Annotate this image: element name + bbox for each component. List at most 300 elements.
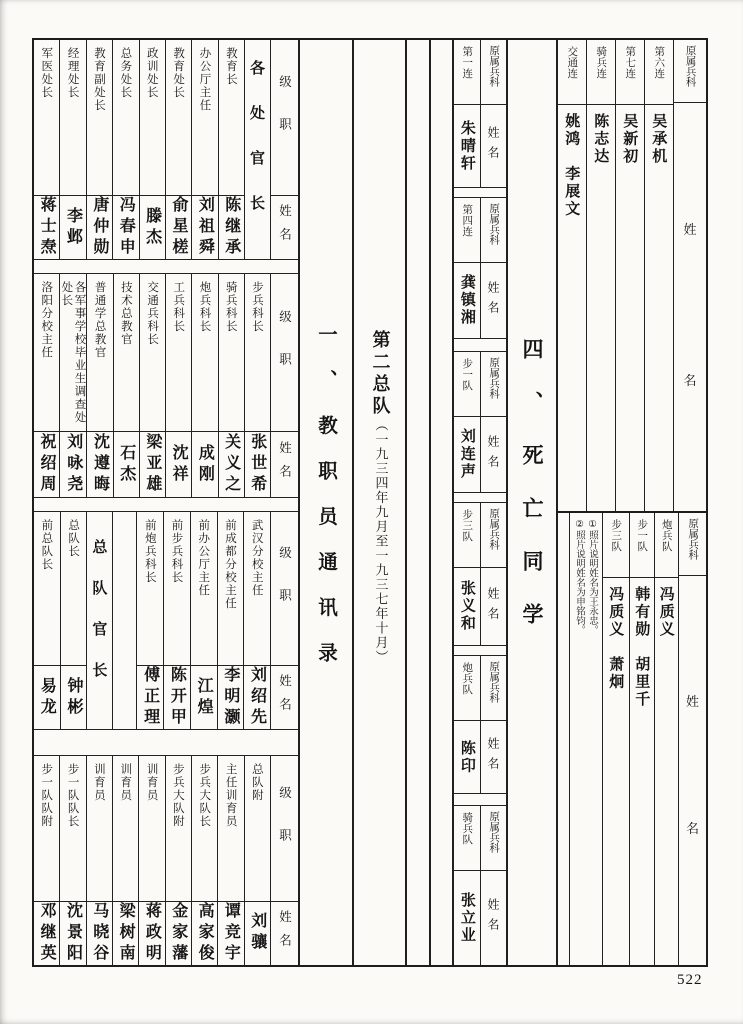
name-text: 李邺 xyxy=(64,206,84,249)
name-label-cell xyxy=(271,196,298,259)
unit-cell xyxy=(454,40,480,105)
name-cell xyxy=(192,196,217,259)
unit-cell xyxy=(587,40,615,105)
deceased-upper-group xyxy=(558,40,706,513)
name-label: 姓名 xyxy=(486,898,500,938)
staff-column xyxy=(166,40,192,259)
unit-column xyxy=(454,352,481,492)
names-text: 韩有勋 胡里千 xyxy=(633,586,652,709)
names-text: 吴新初 xyxy=(621,113,640,166)
name-text: 金家藩 xyxy=(169,901,189,965)
name-text: 刘祖舜 xyxy=(196,196,216,260)
deceased-entry-block xyxy=(454,806,506,965)
group-label: 各处官长 xyxy=(248,59,266,240)
rank-cell xyxy=(60,274,86,432)
rank-cell xyxy=(34,40,59,196)
staff-column xyxy=(87,274,113,497)
name-cell xyxy=(454,417,480,492)
names-text: 冯质义 萧炯 xyxy=(607,586,626,691)
name-text: 刘骧 xyxy=(248,912,268,955)
branch-label-column xyxy=(481,40,506,187)
staff-column xyxy=(139,756,165,965)
name-text: 沈遵晦 xyxy=(91,433,111,497)
name-text: 高家俊 xyxy=(196,901,216,965)
rank-cell xyxy=(245,274,270,432)
name-text: 唐仲勋 xyxy=(90,196,110,260)
branch-label: 原属兵科 xyxy=(488,357,501,399)
name-cell xyxy=(113,902,138,965)
staff-column xyxy=(34,756,60,965)
group-label: 总队官长 xyxy=(90,538,109,703)
deceased-entry-block xyxy=(454,656,506,793)
deceased-title-column xyxy=(508,40,558,965)
branch-label-column xyxy=(481,198,506,338)
name-cell xyxy=(61,666,87,729)
branch-label-column xyxy=(481,806,506,965)
name-text: 梁亚雄 xyxy=(143,433,163,497)
name-text: 陈开甲 xyxy=(168,666,188,730)
name-text: 张立业 xyxy=(458,891,477,945)
staff-column xyxy=(140,40,166,259)
rank-cell xyxy=(87,756,112,902)
rank-cell xyxy=(34,512,60,666)
staff-block-corps-officers xyxy=(34,512,298,729)
name-text: 张世希 xyxy=(248,433,268,497)
unit-column xyxy=(454,656,481,793)
staff-column xyxy=(34,40,60,259)
branch-label-cell xyxy=(481,198,506,263)
name-label-cell xyxy=(271,666,298,729)
name-cell xyxy=(140,432,165,497)
rank-cell xyxy=(218,756,243,902)
name-cell xyxy=(34,196,59,259)
block-separator xyxy=(454,492,506,503)
branch-label-column xyxy=(481,503,506,645)
staff-block-branch-chiefs xyxy=(34,274,298,497)
unit-text: 炮兵队 xyxy=(660,519,673,552)
rank-cell xyxy=(164,512,190,666)
block-separator xyxy=(454,793,506,806)
rank-label: 级职 xyxy=(277,546,293,632)
branch-label-cell xyxy=(481,503,506,568)
unit-text: 第七连 xyxy=(624,46,637,79)
unit-cell xyxy=(454,656,480,721)
rank-text: 教育长 xyxy=(224,47,239,86)
rank-cell xyxy=(87,40,112,196)
staff-column xyxy=(60,756,86,965)
name-cell xyxy=(113,196,138,259)
branch-label: 原属兵科 xyxy=(488,508,501,550)
staff-column xyxy=(113,40,139,259)
name-text: 张义和 xyxy=(458,580,477,633)
rank-cell xyxy=(137,512,163,666)
unit-column xyxy=(645,40,674,511)
rank-text: 训育员 xyxy=(145,762,160,802)
staff-column xyxy=(87,756,113,965)
section-title: 一、教职员通讯录 xyxy=(315,324,338,688)
name-cell xyxy=(34,902,59,965)
name-cell xyxy=(454,105,480,187)
name-label-cell xyxy=(481,263,506,338)
branch-label-cell xyxy=(481,40,506,105)
branch-label-column xyxy=(481,656,506,793)
staff-column xyxy=(114,274,140,497)
rank-text: 教育处长 xyxy=(172,47,187,99)
name-text: 沈祥 xyxy=(170,443,190,486)
name-cell xyxy=(87,432,112,497)
rank-cell xyxy=(60,40,85,196)
name-cell xyxy=(219,432,244,497)
name-label: 姓名 xyxy=(486,737,500,777)
staff-column xyxy=(192,756,218,965)
name-label: 姓名 xyxy=(486,280,500,321)
staff-column xyxy=(219,40,245,259)
name-label: 姓名 xyxy=(486,434,500,475)
rank-text: 教育副处长 xyxy=(92,47,107,112)
rank-text: 训育员 xyxy=(92,762,107,802)
names-cell xyxy=(558,105,586,511)
empty-column xyxy=(407,40,431,965)
staff-column xyxy=(166,756,192,965)
rank-text: 总务处长 xyxy=(119,47,134,99)
rank-cell xyxy=(192,274,217,432)
name-text: 陈印 xyxy=(458,739,477,775)
name-cell xyxy=(192,902,217,965)
footnote-2: ②照片说明姓名为申铭钧。 xyxy=(574,519,585,635)
deceased-entry-block xyxy=(454,198,506,338)
name-text: 成刚 xyxy=(196,443,216,486)
branch-label-column xyxy=(679,513,706,965)
name-cell xyxy=(87,196,112,259)
staff-column xyxy=(192,40,218,259)
rank-text: 工兵科长 xyxy=(172,281,187,334)
unit-cell xyxy=(454,352,480,417)
deceased-groups-region xyxy=(558,40,706,965)
rank-cell xyxy=(139,756,164,902)
names-cell xyxy=(645,105,673,511)
name-label: 姓名 xyxy=(277,204,293,252)
name-cell xyxy=(245,902,270,965)
deceased-entry-block xyxy=(454,503,506,645)
unit-text: 第一连 xyxy=(461,46,474,79)
unit-column xyxy=(603,513,630,965)
branch-label: 原属兵科 xyxy=(488,811,501,853)
unit-column xyxy=(630,513,655,965)
chapter-title-column xyxy=(354,40,407,965)
branch-label-cell xyxy=(481,656,506,721)
staff-column xyxy=(60,274,87,497)
rank-text: 前总队长 xyxy=(40,519,55,572)
rank-label-cell xyxy=(271,274,298,432)
rank-text: 前炮兵科长 xyxy=(143,519,158,585)
name-cell xyxy=(454,721,480,793)
rank-cell xyxy=(191,512,217,666)
rank-text: 政训处长 xyxy=(145,47,160,99)
name-cell xyxy=(164,666,190,729)
name-cell xyxy=(114,432,139,497)
block-separator xyxy=(34,729,298,756)
name-text: 马晓谷 xyxy=(90,901,110,965)
surname-char: 姓 xyxy=(683,223,697,238)
name-cell xyxy=(140,196,165,259)
name-label-cell xyxy=(481,417,506,492)
names-cell xyxy=(630,578,654,965)
footnote-column xyxy=(570,513,603,965)
block-separator xyxy=(454,645,506,656)
unit-cell xyxy=(616,40,644,105)
unit-cell xyxy=(454,198,480,263)
unit-text: 步一队 xyxy=(636,519,649,552)
rank-cell xyxy=(245,756,270,902)
unit-text: 步一队 xyxy=(461,358,474,391)
staff-column xyxy=(245,274,271,497)
staff-column xyxy=(245,756,271,965)
name-text: 祝绍周 xyxy=(38,433,58,497)
label-column xyxy=(271,40,298,259)
name-text: 朱晴轩 xyxy=(458,119,477,173)
rank-text: 炮兵科长 xyxy=(198,281,213,334)
rank-text: 总队附 xyxy=(250,762,265,802)
rank-cell xyxy=(113,756,138,902)
name-text: 沈景阳 xyxy=(64,901,84,965)
name-text: 梁树南 xyxy=(117,901,137,965)
rank-cell xyxy=(60,756,85,902)
staff-column xyxy=(61,512,88,729)
name-text: 江煌 xyxy=(195,676,215,719)
staff-column xyxy=(34,274,60,497)
page-number: 522 xyxy=(677,972,703,988)
name-text: 滕杰 xyxy=(143,206,163,249)
name-cell xyxy=(454,263,480,338)
deceased-lower-group xyxy=(558,513,706,965)
surname-char: 姓 xyxy=(685,695,699,710)
rank-cell xyxy=(61,512,87,666)
staff-column xyxy=(244,512,271,729)
deceased-section-title: 四、死亡同学 xyxy=(520,338,544,656)
unit-text: 交通连 xyxy=(566,46,579,79)
label-column xyxy=(271,274,298,497)
branch-label-cell xyxy=(481,352,506,417)
rank-text: 骑兵科长 xyxy=(224,281,239,334)
block-separator xyxy=(454,187,506,198)
rank-text: 步兵科长 xyxy=(250,281,265,334)
staff-column xyxy=(218,512,245,729)
name-cell xyxy=(166,902,191,965)
deceased-entry-block xyxy=(454,352,506,492)
unit-column xyxy=(454,198,481,338)
block-separator xyxy=(34,497,298,512)
page-frame xyxy=(32,38,708,967)
name-text: 易龙 xyxy=(38,676,58,719)
name-label-cell xyxy=(271,432,298,497)
name-cell xyxy=(60,902,85,965)
name-text: 陈继承 xyxy=(222,196,242,260)
rank-cell xyxy=(219,40,244,196)
unit-cell xyxy=(558,40,586,105)
rank-text: 训育员 xyxy=(119,762,134,802)
deceased-entry-block xyxy=(454,40,506,187)
unit-column xyxy=(454,40,481,187)
footnote-cell xyxy=(570,513,602,635)
name-cell xyxy=(218,902,243,965)
rank-label-cell xyxy=(271,512,298,666)
name-cell xyxy=(191,666,217,729)
rank-cell xyxy=(166,40,191,196)
rank-text: 前步兵科长 xyxy=(170,519,185,585)
rank-cell xyxy=(218,512,244,666)
unit-text: 步三队 xyxy=(461,509,474,542)
branch-label-column xyxy=(674,40,706,511)
unit-cell xyxy=(655,513,678,578)
unit-column xyxy=(587,40,616,511)
name-label-cell xyxy=(271,902,298,965)
staff-column xyxy=(113,756,139,965)
name-text: 关义之 xyxy=(222,433,242,497)
name-cell xyxy=(219,196,244,259)
name-label-cell xyxy=(481,721,506,793)
unit-text: 步三队 xyxy=(610,519,623,552)
staff-column xyxy=(34,512,61,729)
name-label: 姓名 xyxy=(277,441,293,489)
rank-cell xyxy=(34,756,59,902)
chapter-title xyxy=(371,40,389,965)
unit-cell xyxy=(603,513,629,578)
rank-cell xyxy=(166,756,191,902)
rank-cell xyxy=(192,756,217,902)
names-cell xyxy=(616,105,644,511)
branch-label-cell xyxy=(679,513,706,576)
staff-column xyxy=(191,512,218,729)
rank-text: 办公厅主任 xyxy=(198,47,213,112)
staff-column xyxy=(218,756,244,965)
branch-label: 原属兵科 xyxy=(488,661,501,703)
name-text: 蒋士焘 xyxy=(38,196,58,260)
staff-column xyxy=(192,274,218,497)
staff-column xyxy=(87,40,113,259)
block-separator xyxy=(34,259,298,274)
name-label: 姓名 xyxy=(277,909,293,957)
rank-label-cell xyxy=(271,40,298,196)
rank-cell xyxy=(166,274,191,432)
name-text: 冯春申 xyxy=(117,196,137,260)
names-cell xyxy=(655,578,678,965)
name-cell xyxy=(137,666,163,729)
given-char: 名 xyxy=(683,374,697,389)
branch-label-cell xyxy=(481,806,506,871)
name-cell xyxy=(218,666,244,729)
names-cell xyxy=(603,578,629,965)
rank-label: 级职 xyxy=(277,310,293,396)
footnotes xyxy=(573,519,599,635)
unit-column xyxy=(616,40,645,511)
name-text: 刘咏尧 xyxy=(64,433,84,497)
unit-cell xyxy=(630,513,654,578)
rank-cell xyxy=(114,274,139,432)
staff-block-battalion-staff xyxy=(34,756,298,965)
name-text: 邓继英 xyxy=(38,901,58,965)
unit-cell xyxy=(454,806,480,871)
name-cell xyxy=(245,432,270,497)
name-text: 蒋政明 xyxy=(143,901,163,965)
unit-cell xyxy=(454,503,480,568)
name-cell xyxy=(192,432,217,497)
rank-cell xyxy=(113,40,138,196)
group-header-column xyxy=(87,512,113,729)
name-text: 李明灏 xyxy=(221,666,241,730)
unit-column xyxy=(454,503,481,645)
name-cell xyxy=(166,432,191,497)
name-cell xyxy=(166,196,191,259)
branch-label: 原属兵科 xyxy=(488,45,501,87)
rank-text: 普通学总教官 xyxy=(93,281,108,360)
chapter-title-main: 第二总队 xyxy=(369,330,391,418)
rank-text: 交通兵科长 xyxy=(146,281,161,347)
unit-text: 骑兵连 xyxy=(595,46,608,79)
rank-cell xyxy=(140,40,165,196)
group-header-column xyxy=(245,40,271,259)
branch-label: 原属兵科 xyxy=(488,203,501,245)
name-cell xyxy=(139,902,164,965)
footnote-1: ①照片说明姓名为王永忠。 xyxy=(587,519,598,635)
name-cell xyxy=(60,196,85,259)
name-label: 姓名 xyxy=(486,126,500,166)
unit-cell xyxy=(645,40,673,105)
rank-text: 步一队队附 xyxy=(40,762,55,828)
rank-text: 技术总教官 xyxy=(119,281,134,347)
name-cell xyxy=(244,666,270,729)
names-text: 吴承机 xyxy=(650,113,669,166)
section-title-column xyxy=(300,40,354,965)
staff-block-department-chiefs xyxy=(34,40,298,259)
rank-text: 步兵大队附 xyxy=(171,762,186,828)
chapter-title-dates: （一九三四年九月至一九三七年十月） xyxy=(372,418,388,665)
rank-cell xyxy=(34,274,59,432)
given-char: 名 xyxy=(685,822,699,837)
branch-label-cell xyxy=(674,40,706,103)
label-column xyxy=(271,512,298,729)
rank-text: 前成都分校主任 xyxy=(223,519,238,611)
rank-text: 洛阳分校主任 xyxy=(40,281,55,360)
name-cell xyxy=(87,902,112,965)
name-text: 谭竞宇 xyxy=(222,901,242,965)
deceased-table xyxy=(454,40,706,965)
branch-label: 原属兵科 xyxy=(687,518,700,560)
name-cell xyxy=(454,568,480,645)
name-label-cell xyxy=(481,105,506,187)
name-text: 俞星槎 xyxy=(169,196,189,260)
branch-label: 原属兵科 xyxy=(684,45,697,87)
staff-directory-table xyxy=(34,40,300,965)
staff-column xyxy=(60,40,86,259)
names-text: 冯质义 xyxy=(657,586,676,639)
rank-text: 军医处长 xyxy=(40,47,55,99)
rank-label: 级职 xyxy=(277,75,293,160)
unit-text: 骑兵队 xyxy=(461,812,474,845)
names-text: 姚鸿 李展文 xyxy=(563,113,582,218)
staff-column xyxy=(166,274,192,497)
branch-label-column xyxy=(481,352,506,492)
unit-column xyxy=(454,806,481,965)
deceased-stacked-column xyxy=(454,40,508,965)
name-text: 石杰 xyxy=(117,443,137,486)
rank-text: 各军事学校毕业生调查处处长 xyxy=(60,281,88,425)
name-cell xyxy=(34,666,60,729)
name-cell xyxy=(60,432,86,497)
rank-cell xyxy=(244,512,270,666)
name-cell xyxy=(454,871,480,965)
names-text: 陈志达 xyxy=(592,113,611,166)
staff-column xyxy=(140,274,166,497)
